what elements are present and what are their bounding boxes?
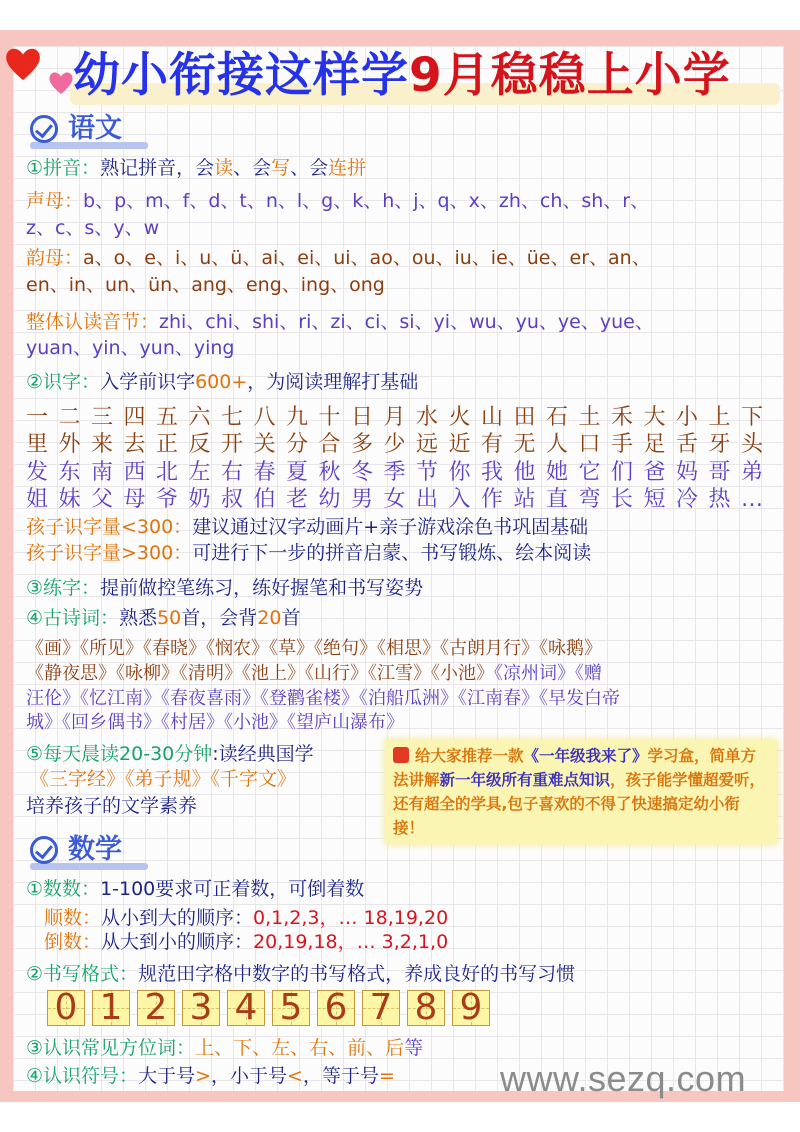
checkmark-circle-icon — [30, 115, 58, 143]
digit-box: 3 — [182, 990, 220, 1026]
watermark: www.sezq.com — [500, 1058, 747, 1099]
morning-reading-item: ⑤每天晨读20-30分钟:读经典国学 — [26, 743, 314, 765]
digit-box: 1 — [92, 990, 130, 1026]
digit-box: 5 — [272, 990, 310, 1026]
classic-books: 《三字经》《弟子规》《千字文》 — [30, 768, 297, 790]
direction-words-item: ③认识常见方位词：上、下、左、右、前、后等 — [26, 1037, 424, 1059]
poetry-intro: ④古诗词：熟悉50首，会背20首 — [26, 607, 301, 629]
handwriting-item: ③练字：提前做控笔练习，练好握笔和书写姿势 — [26, 577, 424, 599]
poem-list-line: 《静夜思》《咏柳》《清明》《池上》《山行》《江雪》《小池》《凉州词》《赠 — [26, 663, 602, 684]
character-row: 姐妹父母爷奶叔伯老幼男女出入作站直弯长短冷热… — [26, 487, 774, 512]
character-row: 一二三四五六七八九十日月水火山田石土禾大小上下 — [26, 405, 774, 430]
digit-box: 4 — [227, 990, 265, 1026]
digit-box: 2 — [137, 990, 175, 1026]
digit-box: 0 — [47, 990, 85, 1026]
poem-list-line: 城》《回乡偶书》《村居》《小池》《望庐山瀑布》 — [26, 712, 404, 733]
thumbs-up-icon — [393, 747, 409, 763]
digit-tianzige-row — [47, 987, 490, 1028]
poem-list-line: 《画》《所见》《春晓》《悯农》《草》《绝句》《相思》《古朗月行》《咏鹅》 — [26, 638, 602, 659]
whole-syllables-line-1: 整体认读音节：zhi、chi、shi、ri、zi、ci、si、yi、wu、yu、ye、yue、 — [26, 311, 654, 333]
digit-box: 7 — [362, 990, 400, 1026]
initials-line-2: z、c、s、y、w — [26, 217, 160, 239]
initials-line-1: 声母：b、p、m、f、d、t、n、l、g、k、h、j、q、x、zh、ch、sh、r、 — [26, 190, 650, 212]
reading-goal: 培养孩子的文学素养 — [26, 795, 198, 817]
symbols-item: ④认识符号：大于号>，小于号<，等于号= — [26, 1065, 395, 1087]
section-heading-math: 数学 — [30, 834, 122, 866]
character-row: 发东南西北左右春夏秋冬季节你我他她它们爸妈哥弟 — [26, 460, 774, 485]
digit-box: 6 — [317, 990, 355, 1026]
red-heart-icon — [4, 46, 42, 82]
section-heading-chinese: 语文 — [30, 113, 122, 145]
product-recommendation-box: 给大家推荐一款《一年级我来了》学习盒，简单方法讲解新一年级所有重难点知识，孩子能学懂超爱听，还有超全的学具,包子喜欢的不得了快速搞定幼小衔接！ — [385, 740, 777, 844]
literacy-intro: ②识字：入学前识字600+，为阅读理解打基础 — [26, 371, 419, 393]
poem-list-line: 汪伦》《忆江南》《春夜喜雨》《登鹳雀楼》《泊船瓜洲》《江南春》《早发白帝 — [26, 688, 620, 709]
checkmark-circle-icon — [30, 836, 58, 864]
writing-format-item: ②书写格式：规范田字格中数字的书写格式，养成良好的书写习惯 — [26, 963, 576, 985]
literacy-tip-2: 孩子识字量>300：可进行下一步的拼音启蒙、书写锻炼、绘本阅读 — [26, 542, 592, 564]
digit-box: 9 — [452, 990, 490, 1026]
character-row: 里外来去正反开关分合多少远近有无人口手足舌牙头 — [26, 432, 774, 457]
pinyin-intro: ①拼音：熟记拼音，会读、会写、会连拼 — [26, 157, 367, 179]
finals-line-1: 韵母：a、o、e、i、u、ü、ai、ei、ui、ao、ou、iu、ie、üe、er、an、 — [26, 247, 651, 269]
count-backward: 倒数：从大到小的顺序：20,19,18，… 3,2,1,0 — [44, 931, 449, 953]
page-title: 幼小衔接这样学9月稳稳上小学 — [73, 48, 731, 103]
finals-line-2: en、in、un、ün、ang、eng、ing、ong — [26, 274, 385, 296]
whole-syllables-line-2: yuan、yin、yun、ying — [26, 337, 235, 359]
digit-box: 8 — [407, 990, 445, 1026]
literacy-tip-1: 孩子识字量<300：建议通过汉字动画片+亲子游戏涂色书巩固基础 — [26, 516, 589, 538]
counting-item: ①数数：1-100要求可正着数，可倒着数 — [26, 878, 365, 900]
count-forward: 顺数：从小到大的顺序：0,1,2,3，… 18,19,20 — [44, 907, 449, 929]
